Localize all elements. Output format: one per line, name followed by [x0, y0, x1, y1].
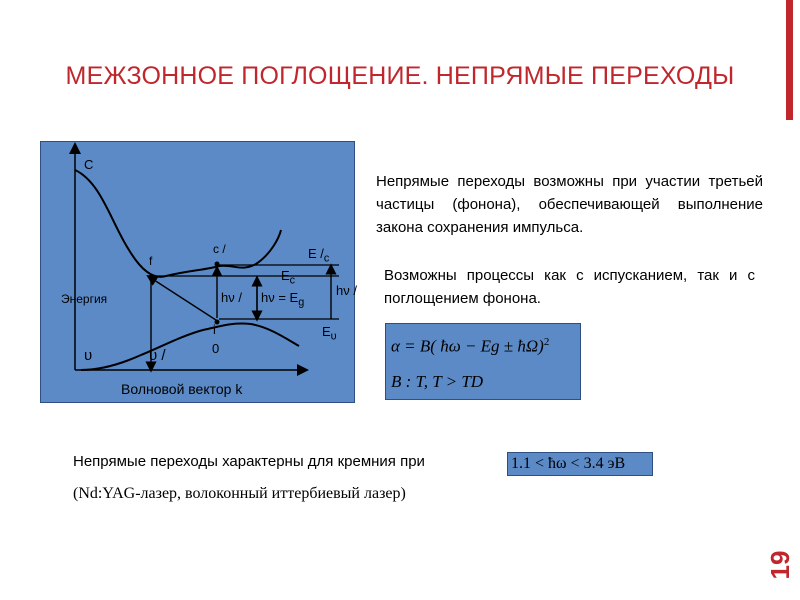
- accent-bar: [786, 0, 793, 120]
- label-hv-eq-sub: g: [298, 296, 305, 309]
- label-v-prime: υ /: [149, 347, 166, 364]
- energy-range-box: 1.1 < ħω < 3.4 эВ: [507, 452, 653, 476]
- silicon-statement: Непрямые переходы характерны для кремния при: [73, 453, 425, 470]
- label-hv-prime-right: hν /: [336, 283, 357, 298]
- label-i: i: [213, 322, 216, 337]
- label-f: f: [149, 254, 153, 268]
- absorption-formula-box: [385, 323, 581, 400]
- label-energy: Энергия: [61, 292, 108, 306]
- label-ev-sub: υ: [330, 330, 337, 343]
- formula-temperature: B : T, T > TD: [391, 372, 484, 391]
- laser-note: (Nd:YAG-лазер, волоконный иттербиевый лазер): [73, 485, 406, 502]
- conduction-band-curve: [75, 170, 281, 277]
- x-axis-k: k: [235, 381, 243, 397]
- point-c-prime: [215, 262, 220, 267]
- band-diagram: [40, 141, 355, 403]
- label-hv-eq: [261, 290, 304, 309]
- label-ec: [281, 268, 295, 287]
- x-axis-label-text: Волновой вектор: [121, 381, 232, 397]
- label-zero: 0: [212, 341, 220, 356]
- page-number: 19: [765, 550, 795, 580]
- label-hv-eq-text: hν = E: [261, 290, 299, 305]
- label-v: υ: [84, 347, 93, 364]
- label-ev: [322, 324, 337, 343]
- label-ec-text: Е: [281, 268, 290, 283]
- point-f: [149, 275, 154, 280]
- label-hv-prime-left: hν /: [221, 290, 242, 305]
- paragraph-phonon-processes: Возможны процессы как с испусканием, так и с поглощением фонона.: [384, 267, 755, 307]
- label-ec-sub: c: [289, 274, 296, 287]
- valence-band-curve: [81, 323, 299, 370]
- indirect-transition-arrow: [151, 278, 219, 322]
- slide-title: МЕЖЗОННОЕ ПОГЛОЩЕНИЕ. НЕПРЯМЫЕ ПЕРЕХОДЫ: [65, 62, 735, 90]
- x-axis-label: [121, 381, 242, 397]
- label-ec-prime-text: Е /: [308, 246, 324, 261]
- formula-alpha-exp: 2: [543, 336, 550, 348]
- formula-alpha: [391, 336, 549, 357]
- label-c-prime: c /: [213, 242, 226, 256]
- label-ev-text: Е: [322, 324, 331, 339]
- label-ec-prime: [308, 246, 329, 265]
- label-ec-prime-sub: c: [323, 252, 330, 265]
- formula-alpha-text: α = B( ħω − Eg ± ħΩ): [391, 336, 544, 356]
- label-c: C: [84, 157, 94, 172]
- paragraph-indirect-transitions: Непрямые переходы возможны при участии третьей частицы (фонона), обеспечивающей выполнение закона сохранения импульса.: [376, 173, 763, 236]
